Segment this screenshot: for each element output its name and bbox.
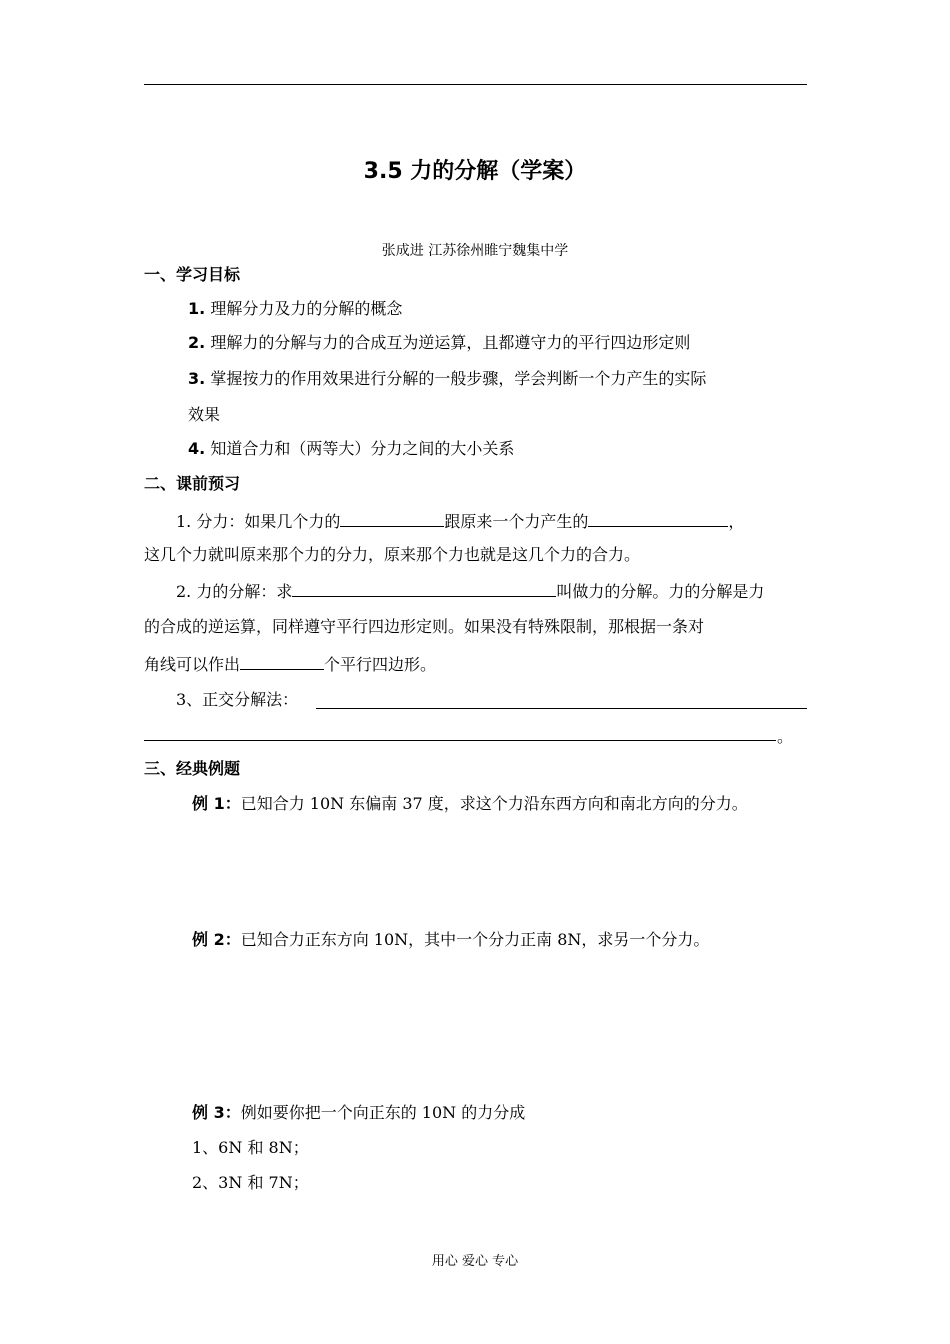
preview-paragraph-2-line-2: 的合成的逆运算，同样遵守平行四边形定则。如果没有特殊限制，那根据一条对 <box>144 617 705 636</box>
preview-text: 1. 分力：如果几个力的 <box>176 512 341 531</box>
preview-text: 叫做力的分解。力的分解是力 <box>556 582 765 601</box>
answer-line-end: 。 <box>777 727 794 746</box>
preview-paragraph-3: 3、正交分解法： <box>176 690 299 709</box>
goal-text: 知道合力和（两等大）分力之间的大小关系 <box>210 439 515 458</box>
preview-text: 2. 力的分解：求 <box>176 582 293 601</box>
preview-paragraph-2 <box>176 580 764 602</box>
example-label: 例 1： <box>192 794 241 813</box>
section-heading-examples: 三、经典例题 <box>144 759 241 778</box>
example-text: 已知合力正东方向 10N，其中一个分力正南 8N，求另一个分力。 <box>240 930 710 949</box>
page-footer: 用心 爱心 专心 <box>431 1254 519 1269</box>
goal-item <box>188 439 514 459</box>
fill-in-blank[interactable] <box>340 510 444 527</box>
fill-in-blank[interactable] <box>292 580 556 597</box>
example-3-option: 1、6N 和 8N； <box>192 1138 309 1157</box>
example-2 <box>192 930 709 950</box>
fill-in-blank[interactable] <box>588 510 728 527</box>
goal-item <box>188 369 706 389</box>
goal-text: 理解力的分解与力的合成互为逆运算，且都遵守力的平行四边形定则 <box>210 333 691 352</box>
preview-paragraph-1 <box>176 510 744 532</box>
preview-paragraph-2-line-3 <box>144 653 436 675</box>
example-label: 例 3： <box>192 1103 241 1122</box>
author-line: 张成进 江苏徐州睢宁魏集中学 <box>381 243 569 259</box>
example-3 <box>192 1103 525 1123</box>
goal-text: 理解分力及力的分解的概念 <box>210 299 403 318</box>
section-heading-preview: 二、课前预习 <box>144 474 241 493</box>
example-1 <box>192 794 748 814</box>
example-text: 已知合力 10N 东偏南 37 度，求这个力沿东西方向和南北方向的分力。 <box>240 794 748 813</box>
answer-line[interactable] <box>144 740 776 741</box>
answer-line[interactable] <box>316 708 807 709</box>
page-title: 3.5 力的分解（学案） <box>363 159 587 184</box>
goal-text: 效果 <box>188 405 221 424</box>
preview-text: 个平行四边形。 <box>324 655 437 674</box>
goal-number: 2. <box>188 333 206 352</box>
preview-text: 角线可以作出 <box>144 655 241 674</box>
goal-text: 掌握按力的作用效果进行分解的一般步骤，学会判断一个力产生的实际 <box>210 369 707 388</box>
goal-item <box>188 333 690 353</box>
fill-in-blank[interactable] <box>240 653 324 670</box>
header-rule <box>144 84 807 85</box>
goal-number: 4. <box>188 439 206 458</box>
preview-paragraph-1-line-2: 这几个力就叫原来那个力的分力，原来那个力也就是这几个力的合力。 <box>144 545 641 564</box>
goal-number: 1. <box>188 299 206 318</box>
preview-text: 跟原来一个力产生的 <box>444 512 589 531</box>
preview-text: ， <box>728 512 745 531</box>
example-label: 例 2： <box>192 930 241 949</box>
example-3-option: 2、3N 和 7N； <box>192 1173 309 1192</box>
goal-number: 3. <box>188 369 206 388</box>
example-text: 例如要你把一个向正东的 10N 的力分成 <box>240 1103 526 1122</box>
section-heading-goals: 一、学习目标 <box>144 265 241 284</box>
goal-item <box>188 299 402 319</box>
goal-item-continuation <box>188 405 220 425</box>
